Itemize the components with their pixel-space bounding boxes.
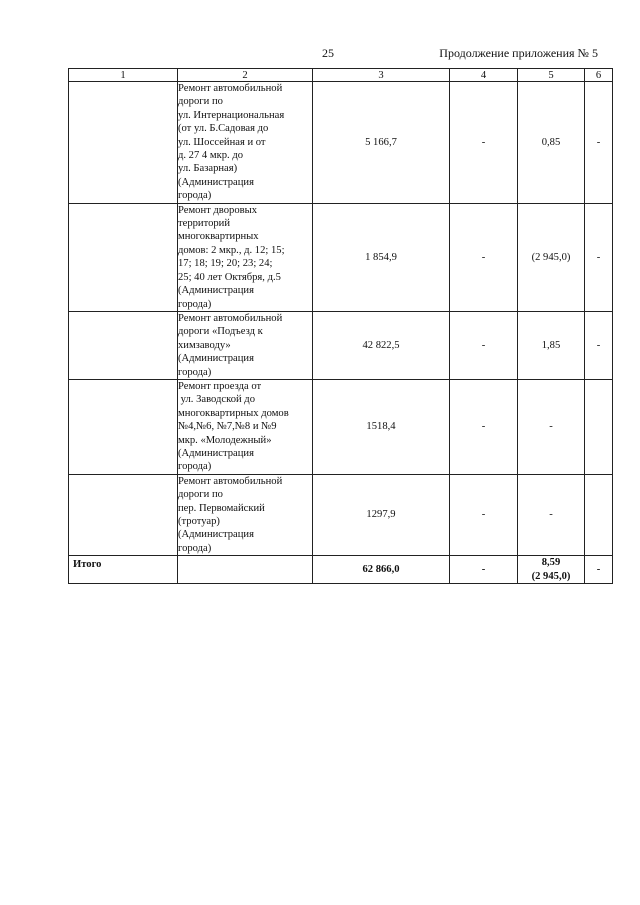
row-amount: 42 822,5 <box>313 311 450 379</box>
row-cell-5: - <box>518 474 585 555</box>
row-amount: 5 166,7 <box>313 82 450 204</box>
appendix-continuation-label: Продолжение приложения № 5 <box>439 46 598 60</box>
description-line: (Администрация <box>178 353 254 365</box>
row-cell-6: - <box>585 311 613 379</box>
row-cell-5: - <box>518 379 585 474</box>
row-amount: 1 854,9 <box>313 203 450 311</box>
column-header-6: 6 <box>585 69 613 82</box>
total-cell-2 <box>178 556 313 584</box>
row-cell-1 <box>69 203 178 311</box>
description-line: города) <box>178 461 212 473</box>
description-line: 17; 18; 19; 20; 23; 24; <box>178 258 273 270</box>
total-row <box>69 556 613 584</box>
column-header-4: 4 <box>450 69 518 82</box>
row-cell-6 <box>585 474 613 555</box>
total-cell-6: - <box>585 556 613 584</box>
description-line: дороги по <box>178 96 223 108</box>
column-header-3: 3 <box>313 69 450 82</box>
row-cell-5: 0,85 <box>518 82 585 204</box>
description-line: Ремонт автомобильной <box>178 475 283 487</box>
description-line: (Администрация <box>178 176 254 188</box>
description-line: Ремонт автомобильной <box>178 83 283 94</box>
row-cell-5: (2 945,0) <box>518 203 585 311</box>
total-cell-5 <box>518 556 585 584</box>
total-label: Итого <box>69 556 178 584</box>
description-line: пер. Первомайский <box>178 502 265 514</box>
table-row <box>69 379 613 474</box>
description-line: города) <box>178 298 212 310</box>
row-cell-6 <box>585 379 613 474</box>
row-cell-6: - <box>585 203 613 311</box>
description-line: ул. Заводской до <box>178 394 255 406</box>
page-number: 25 <box>322 46 334 60</box>
total-cell-5-line2: (2 945,0) <box>531 570 571 582</box>
row-amount: 1297,9 <box>313 474 450 555</box>
row-cell-1 <box>69 311 178 379</box>
row-cell-6: - <box>585 82 613 204</box>
row-cell-4: - <box>450 82 518 204</box>
description-line: химзаводу» <box>178 339 231 351</box>
table-row <box>69 203 613 311</box>
row-description <box>178 474 313 555</box>
row-cell-5: 1,85 <box>518 311 585 379</box>
description-line: ул. Интернациональная <box>178 109 285 121</box>
row-description <box>178 203 313 311</box>
table-row <box>69 311 613 379</box>
row-amount: 1518,4 <box>313 379 450 474</box>
row-cell-4: - <box>450 311 518 379</box>
description-line: (Администрация <box>178 529 254 541</box>
description-line: 25; 40 лет Октября, д.5 <box>178 271 281 283</box>
description-line: мкр. «Молодежный» <box>178 434 272 446</box>
description-line: города) <box>178 190 212 202</box>
description-line: многоквартирных <box>178 231 259 243</box>
budget-table <box>68 68 613 584</box>
description-line: многоквартирных домов <box>178 407 289 419</box>
description-line: (Администрация <box>178 447 254 459</box>
description-line: ул. Шоссейная и от <box>178 136 266 148</box>
column-header-1: 1 <box>69 69 178 82</box>
description-line: домов: 2 мкр., д. 12; 15; <box>178 244 285 256</box>
total-amount: 62 866,0 <box>313 556 450 584</box>
row-cell-4: - <box>450 474 518 555</box>
description-line: (Администрация <box>178 285 254 297</box>
column-number-row <box>69 69 613 82</box>
description-line: города) <box>178 366 212 378</box>
row-cell-1 <box>69 379 178 474</box>
description-line: (тротуар) <box>178 516 220 527</box>
description-line: города) <box>178 542 212 554</box>
row-description <box>178 311 313 379</box>
description-line: Ремонт дворовых <box>178 204 258 216</box>
description-line: дороги «Подъезд к <box>178 326 263 338</box>
row-description <box>178 379 313 474</box>
row-cell-4: - <box>450 203 518 311</box>
table-row <box>69 82 613 204</box>
total-cell-5-line1: 8,59 <box>541 557 561 569</box>
column-header-2: 2 <box>178 69 313 82</box>
description-line: территорий <box>178 218 231 230</box>
description-line: №4,№6, №7,№8 и №9 <box>178 421 277 433</box>
row-cell-4: - <box>450 379 518 474</box>
total-cell-4: - <box>450 556 518 584</box>
description-line: Ремонт автомобильной <box>178 312 283 324</box>
row-cell-1 <box>69 474 178 555</box>
description-line: дороги по <box>178 489 223 501</box>
row-cell-1 <box>69 82 178 204</box>
column-header-5: 5 <box>518 69 585 82</box>
description-line: ул. Базарная) <box>178 163 238 175</box>
description-line: д. 27 4 мкр. до <box>178 150 244 162</box>
description-line: (от ул. Б.Садовая до <box>178 123 269 135</box>
row-description <box>178 82 313 204</box>
description-line: Ремонт проезда от <box>178 380 262 392</box>
table-row <box>69 474 613 555</box>
